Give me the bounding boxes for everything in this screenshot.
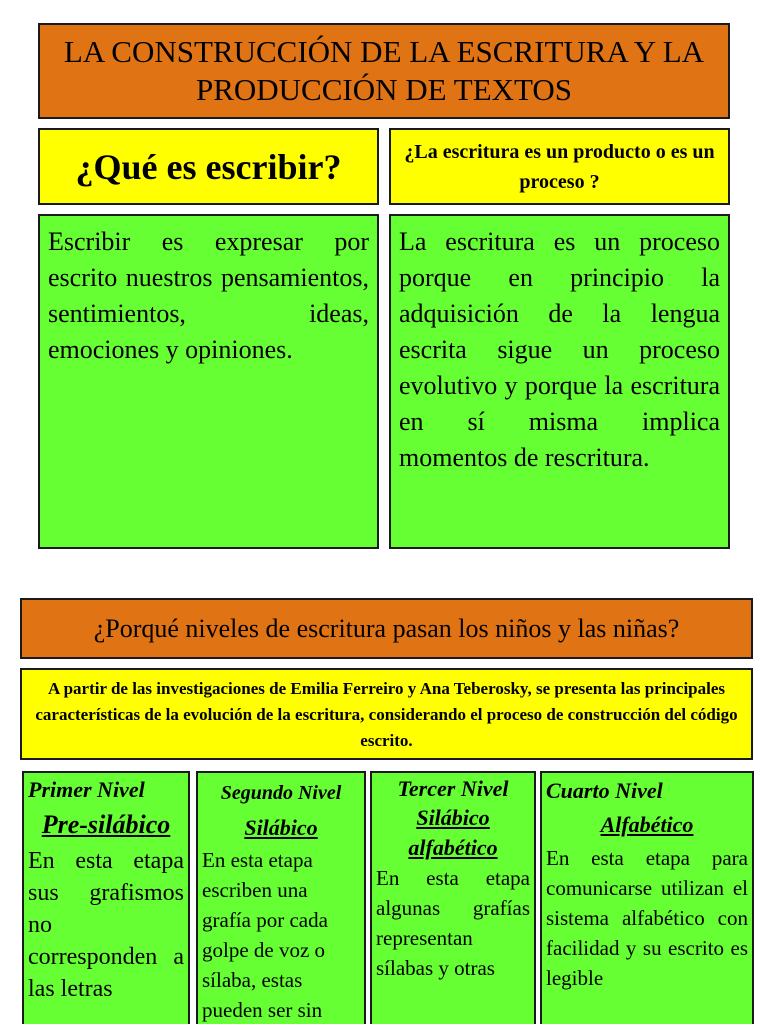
answer-what-is-writing: Escribir es expresar por escrito nuestros pensamientos, sentimientos, ideas, emociones y opiniones. bbox=[38, 214, 379, 549]
level-description: En esta etapa escriben una grafía por cada golpe de voz o sílaba, estas pueden ser sin bbox=[202, 848, 328, 1022]
question-product-or-process: ¿La escritura es un producto o es un proceso ? bbox=[389, 128, 730, 205]
level-number: Tercer Nivel bbox=[397, 776, 509, 801]
level-description: En esta etapa algunas grafías representan sílabas y otras bbox=[376, 866, 530, 980]
level-card-4 bbox=[540, 771, 754, 1024]
level-number: Segundo Nivel bbox=[220, 782, 342, 804]
level-card-1 bbox=[22, 771, 190, 1024]
level-name: Alfabético bbox=[600, 812, 694, 837]
levels-question: ¿Porqué niveles de escritura pasan los niños y las niñas? bbox=[20, 598, 753, 659]
level-description: En esta etapa sus grafismos no corresponden a las letras bbox=[28, 848, 184, 1002]
level-card-2 bbox=[196, 771, 366, 1024]
answer-product-or-process: La escritura es un proceso porque en principio la adquisición de la lengua escrita sigue un proceso evolutivo y porque la escritura en sí misma implica momentos de rescritura. bbox=[389, 214, 730, 549]
level-number: Primer Nivel bbox=[28, 777, 145, 802]
page-title: LA CONSTRUCCIÓN DE LA ESCRITURA Y LA PRODUCCIÓN DE TEXTOS bbox=[38, 23, 730, 119]
level-name: Silábico bbox=[244, 815, 318, 840]
level-card-3 bbox=[370, 771, 536, 1024]
levels-intro: A partir de las investigaciones de Emilia Ferreiro y Ana Teberosky, se presenta las principales características de la evolución de la escritura, considerando el proceso de construcción del código escrito. bbox=[20, 668, 753, 760]
level-name: Silábico alfabético bbox=[408, 805, 498, 860]
level-number: Cuarto Nivel bbox=[546, 778, 663, 803]
question-what-is-writing: ¿Qué es escribir? bbox=[38, 128, 379, 205]
level-description: En esta etapa para comunicarse utilizan el sistema alfabético con facilidad y su escrito es legible bbox=[546, 846, 748, 990]
level-name: Pre-silábico bbox=[41, 810, 171, 839]
